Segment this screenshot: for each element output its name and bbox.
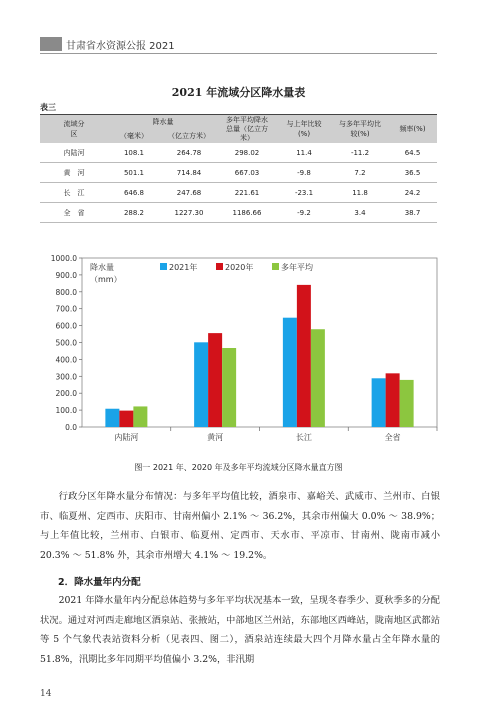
page-number: 14: [40, 689, 52, 699]
cell: -11.2: [332, 143, 388, 163]
bar: [386, 373, 400, 427]
cell: 667.03: [218, 163, 276, 183]
cell: -9.8: [276, 163, 332, 183]
header-zone: 流域分区: [63, 120, 85, 138]
y-tick-label: 800.0: [55, 287, 77, 297]
x-tick-label: 长江: [295, 433, 312, 442]
header-marker: [40, 37, 62, 51]
cell: 1227.30: [160, 203, 218, 223]
y-axis-label: 降水量: [90, 263, 114, 272]
header-mm: （毫米）: [120, 132, 148, 140]
cell: 247.68: [160, 183, 218, 203]
paragraph-1: 行政分区年降水量分布情况：与多年平均值比较，酒泉市、嘉峪关、武威市、兰州市、白银市、临夏州、定西市、庆阳市、甘南州偏小 2.1% ～ 36.2%，其余市州偏大 0.0% ～ 38.9%；与上年值比较，兰州市、白银市、临夏州、定西市、天水市、平凉市、甘南州、陇南市减小 20.3% ～ 51.8% 外，其余市州增大 4.1% ～ 19.2%。: [40, 491, 440, 561]
cell: 108.1: [108, 143, 160, 163]
table-row: [40, 163, 437, 183]
cell: 3.4: [332, 203, 388, 223]
legend-label: 2020年: [225, 263, 254, 272]
cell: 长 江: [40, 183, 108, 203]
cell: 714.84: [160, 163, 218, 183]
cell: 24.2: [388, 183, 437, 203]
cell: 288.2: [108, 203, 160, 223]
bar: [311, 329, 325, 427]
header-title: 甘肃省水资源公报 2021: [66, 41, 175, 52]
cell: 黄 河: [40, 163, 108, 183]
cell: 1186.66: [218, 203, 276, 223]
y-tick-label: 200.0: [55, 389, 77, 399]
table-row: [40, 183, 437, 203]
bar: [133, 406, 147, 427]
precipitation-table: [40, 114, 437, 223]
y-tick-label: 300.0: [55, 372, 77, 382]
cell: 36.5: [388, 163, 437, 183]
legend-swatch: [272, 263, 279, 270]
legend-swatch: [160, 263, 167, 270]
legend-swatch: [216, 263, 223, 270]
table-label: 表三: [40, 103, 56, 112]
y-tick-label: 100.0: [55, 406, 77, 416]
y-tick-label: 1000.0: [50, 254, 77, 263]
cell: 11.4: [276, 143, 332, 163]
x-tick-label: 黄河: [207, 433, 224, 442]
header-vs-last: 与上年比较(%): [286, 120, 322, 138]
legend-label: 2021年: [169, 263, 198, 272]
cell: 内陆河: [40, 143, 108, 163]
y-tick-label: 400.0: [55, 355, 77, 365]
cell: 全 省: [40, 203, 108, 223]
cell: 64.5: [388, 143, 437, 163]
cell: -9.2: [276, 203, 332, 223]
y-tick-label: 700.0: [55, 304, 77, 314]
cell: 264.78: [160, 143, 218, 163]
cell: 221.61: [218, 183, 276, 203]
chart-caption: 图一 2021 年、2020 年及多年平均流域分区降水量直方图: [134, 463, 343, 472]
cell: 501.1: [108, 163, 160, 183]
table-row: [40, 143, 437, 163]
header-freq: 频率(%): [399, 125, 426, 133]
cell: 7.2: [332, 163, 388, 183]
x-tick-label: 全省: [384, 433, 401, 442]
y-tick-label: 600.0: [55, 321, 77, 331]
x-tick-label: 内陆河: [114, 433, 139, 442]
bar: [105, 409, 119, 427]
header-precip: 降水量: [152, 118, 174, 126]
cell: 298.02: [218, 143, 276, 163]
header-avg: 多年平均降水总量（亿立方米）: [226, 115, 268, 142]
bar: [400, 380, 414, 427]
cell: 11.8: [332, 183, 388, 203]
bar: [283, 318, 297, 427]
y-tick-label: 0.0: [65, 423, 77, 432]
table-title: 2021 年流域分区降水量表: [171, 86, 306, 99]
bar: [372, 378, 386, 427]
cell: 646.8: [108, 183, 160, 203]
section-heading: 2．降水量年内分配: [58, 577, 141, 588]
table-row: [40, 203, 437, 223]
cell: -23.1: [276, 183, 332, 203]
y-tick-label: 900.0: [55, 270, 77, 280]
header-yi: （亿立方米）: [168, 132, 210, 140]
legend-label: 多年平均: [281, 263, 313, 272]
y-tick-label: 500.0: [55, 338, 77, 348]
bar: [297, 285, 311, 427]
y-axis-unit: （mm）: [90, 275, 122, 284]
bar: [208, 333, 222, 427]
header-vs-avg: 与多年平均比较(%): [339, 120, 381, 138]
bar: [119, 411, 133, 427]
header-divider: [40, 53, 437, 54]
bar: [222, 348, 236, 427]
precipitation-bar-chart: [40, 250, 440, 450]
cell: 38.7: [388, 203, 437, 223]
bar: [194, 342, 208, 427]
paragraph-2: 2021 年降水量年内分配总体趋势与多年平均状况基本一致，呈现冬春季少、夏秋季多的分配状况。通过对河西走廊地区酒泉站、张掖站，中部地区兰州站，东部地区西峰站，陇南地区武都站等 5 个气象代表站资料分析（见表四、图二），酒泉站连续最大四个月降水量占全年降水量的 51.8%，汛期比多年同期平均值偏小 3.2%，非汛期: [40, 595, 440, 665]
